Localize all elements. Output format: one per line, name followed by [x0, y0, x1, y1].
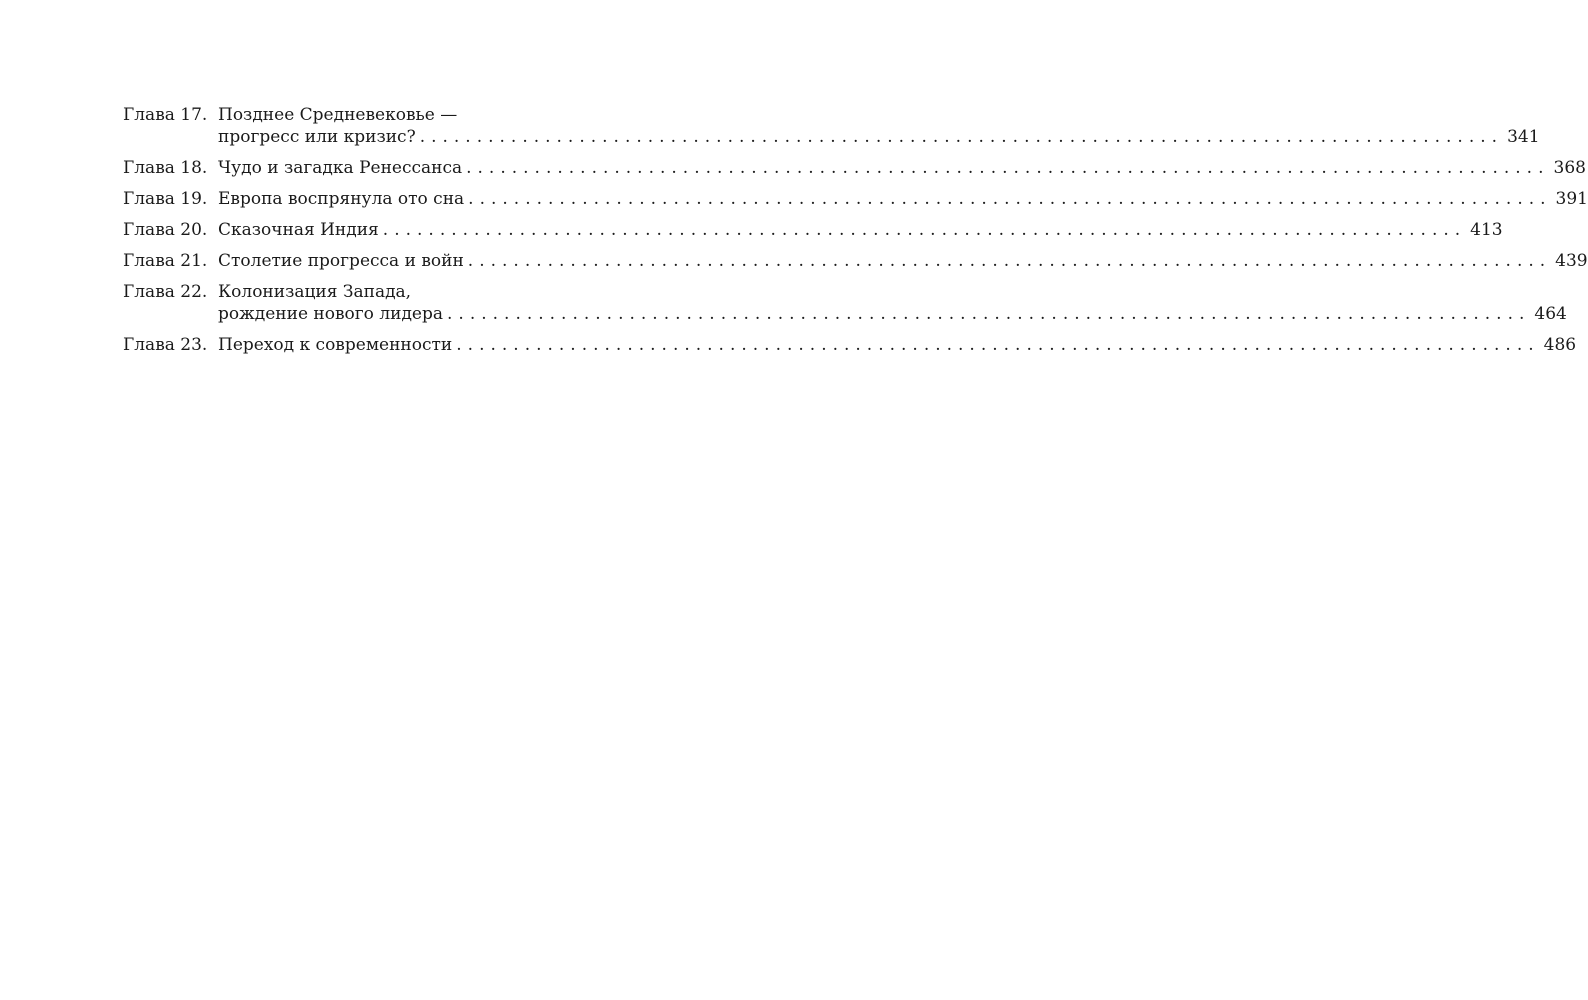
- chapter-title: Европа воспрянула ото сна: [218, 189, 465, 209]
- toc-entry-line-1: [123, 104, 722, 126]
- toc-entry-line-2: [123, 126, 1540, 148]
- toc-entry-line-1: [123, 188, 1588, 210]
- chapter-title: Сказочная Индия: [218, 220, 379, 240]
- page-number: 486: [1543, 335, 1577, 355]
- chapter-title: Чудо и загадка Ренессанса: [218, 158, 463, 178]
- chapter-number: Глава 21.: [123, 251, 208, 271]
- page-number: 368: [1553, 158, 1586, 178]
- page-number: 413: [1470, 220, 1503, 240]
- toc-entry-line-1: [123, 219, 1503, 241]
- chapter-title-continued: прогресс или кризис?: [218, 127, 416, 147]
- toc-entry-line-1: [123, 334, 1577, 356]
- toc-entry-line-2: [123, 303, 1567, 325]
- toc-entry-17[interactable]: [123, 104, 1540, 148]
- chapter-number: Глава 23.: [123, 335, 208, 355]
- chapter-title: Столетие прогресса и войн: [218, 251, 464, 271]
- chapter-number: Глава 20.: [123, 220, 208, 240]
- chapter-number: Глава 18.: [123, 158, 208, 178]
- toc-entry-line-1: [123, 157, 1586, 179]
- chapter-number: Глава 19.: [123, 189, 208, 209]
- page-number: 439: [1555, 251, 1588, 271]
- chapter-title: Переход к современности: [218, 335, 453, 355]
- toc-entry-22[interactable]: [123, 281, 1567, 325]
- chapter-number: Глава 17.: [123, 105, 208, 125]
- dot-leader: ...............................................................................................: [382, 220, 1467, 240]
- dot-leader: ...............................................................................................: [467, 251, 1552, 271]
- dot-leader: ...............................................................................................: [447, 304, 1531, 324]
- toc-entry-line-1: [123, 281, 722, 303]
- toc-entry-20[interactable]: [123, 219, 1503, 241]
- page-number: 391: [1555, 189, 1588, 209]
- page-number: 464: [1534, 304, 1567, 324]
- toc-entry-19[interactable]: [123, 188, 1588, 210]
- dot-leader: ...............................................................................................: [468, 189, 1552, 209]
- table-of-contents: [123, 104, 1588, 365]
- chapter-title-continued: рождение нового лидера: [218, 304, 444, 324]
- chapter-title: Колонизация Запада,: [218, 282, 412, 302]
- page-number: 341: [1507, 127, 1540, 147]
- toc-entry-18[interactable]: [123, 157, 1586, 179]
- chapter-title: Позднее Средневековье —: [218, 105, 458, 125]
- toc-entry-21[interactable]: [123, 250, 1588, 272]
- dot-leader: ...............................................................................................: [456, 335, 1540, 355]
- toc-entry-23[interactable]: [123, 334, 1577, 356]
- chapter-number: Глава 22.: [123, 282, 208, 302]
- toc-entry-line-1: [123, 250, 1588, 272]
- dot-leader: ...............................................................................................: [466, 158, 1550, 178]
- dot-leader: ...............................................................................................: [419, 127, 1504, 147]
